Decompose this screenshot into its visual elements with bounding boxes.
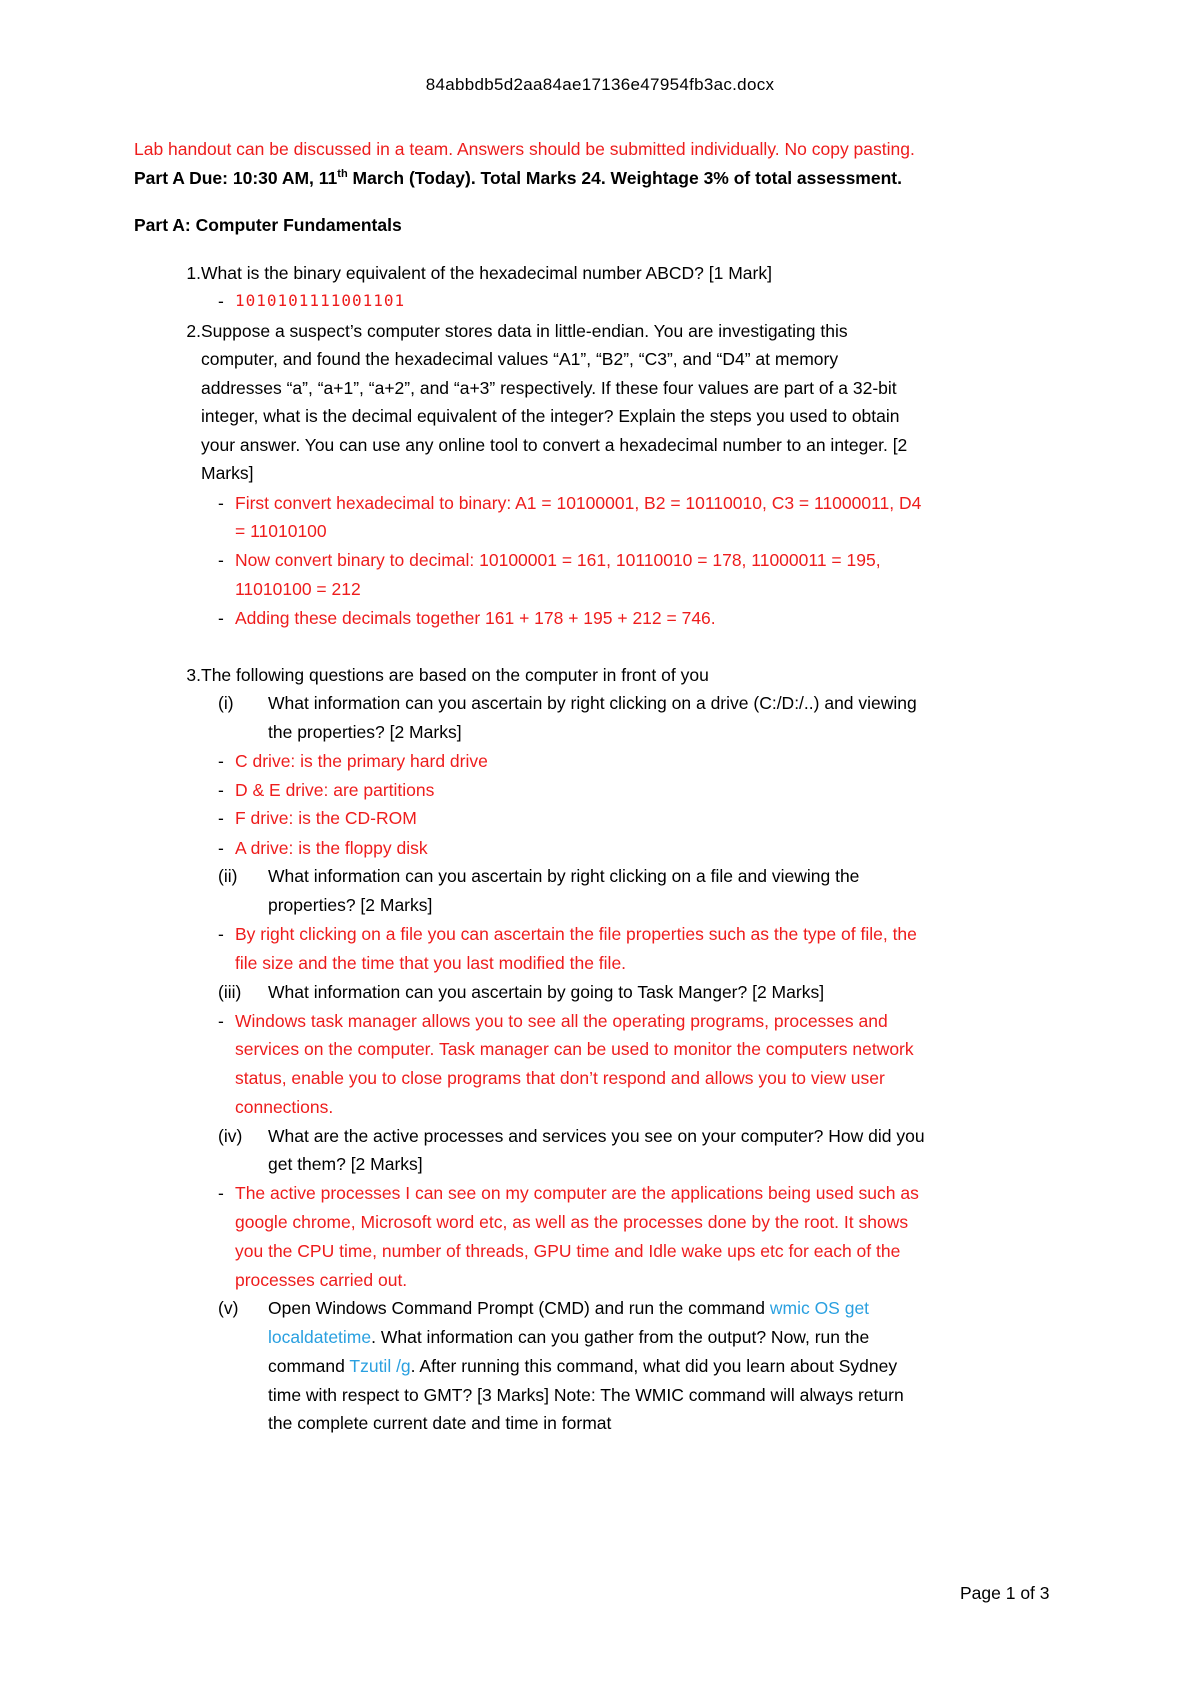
answer-text-line: connections. [235,1097,334,1117]
answer-dash: - [218,1011,224,1031]
answer-dash: - [218,924,224,944]
answer-dash: - [218,291,224,311]
answer-text-line: you the CPU time, number of threads, GPU time and Idle wake ups etc for each of the [235,1241,901,1261]
answer-text-line: services on the computer. Task manager can be used to monitor the computers network [235,1039,914,1059]
sub-question-text: . What information can you gather from the output? Now, run the [371,1327,870,1347]
document-filename: 84abbdb5d2aa84ae17136e47954fb3ac.docx [425,75,775,94]
answer-dash: - [218,838,224,858]
answer-text-line: The active processes I can see on my computer are the applications being used such as [235,1183,919,1203]
answer-text-line: Now convert binary to decimal: 10100001 = 161, 10110010 = 178, 11000011 = 195, [235,550,881,570]
question-number: 3. [186,665,201,685]
sub-question-text-line [268,1326,869,1348]
answer-text-line: google chrome, Microsoft word etc, as well as the processes done by the root. It shows [235,1212,909,1232]
sub-question-label: (i) [218,693,234,713]
question-text: The following questions are based on the computer in front of you [201,665,709,685]
question-text-line: integer, what is the decimal equivalent of the integer? Explain the steps you used to obtain [201,406,900,426]
answer-dash: - [218,808,224,828]
sub-question-text-line: the properties? [2 Marks] [268,722,462,742]
question-text-line: Marks] [201,463,254,483]
answer-dash: - [218,751,224,771]
command-text: localdatetime [268,1327,372,1347]
answer-dash: - [218,550,224,570]
question-number: 1. [186,263,201,283]
sub-question-text-line: get them? [2 Marks] [268,1154,423,1174]
section-title: Part A: Computer Fundamentals [134,215,402,235]
due-line [134,167,902,189]
sub-question-text-line: What information can you ascertain by right clicking on a drive (C:/D:/..) and viewing [268,693,917,713]
answer-text-line: 11010100 = 212 [235,579,361,599]
sub-question-text-line: properties? [2 Marks] [268,895,433,915]
answer-text-line: status, enable you to close programs that don’t respond and allows you to view user [235,1068,885,1088]
question-text: What is the binary equivalent of the hexadecimal number ABCD? [1 Mark] [201,263,772,283]
due-text: Part A Due: 10:30 AM, 11 [134,168,338,188]
due-superscript: th [337,168,348,181]
command-text: Tzutil /g [349,1356,411,1376]
answer-dash: - [218,608,224,628]
sub-question-text-line: time with respect to GMT? [3 Marks] Note: The WMIC command will always return [268,1385,904,1405]
sub-question-text: . After running this command, what did you learn about Sydney [410,1356,898,1376]
answer-dash: - [218,780,224,800]
sub-question-label: (v) [218,1298,239,1318]
due-text-rest: March (Today). Total Marks 24. Weightage 3% of total assessment. [347,168,902,188]
command-text: wmic OS get [769,1298,870,1318]
notice-text: Lab handout can be discussed in a team. Answers should be submitted individually. No copy pasting. [134,139,915,159]
answer-text-line: First convert hexadecimal to binary: A1 = 10100001, B2 = 10110010, C3 = 11000011, D4 [235,493,922,513]
question-text-line: computer, and found the hexadecimal values “A1”, “B2”, “C3”, and “D4” at memory [201,349,839,369]
sub-question-text-line: What are the active processes and services you see on your computer? How did you [268,1126,925,1146]
answer-text-line: processes carried out. [235,1270,408,1290]
sub-question-text-line: What information can you ascertain by right clicking on a file and viewing the [268,866,860,886]
answer-text-line: A drive: is the floppy disk [235,838,428,858]
sub-question-text-line: What information can you ascertain by going to Task Manger? [2 Marks] [268,982,825,1002]
answer-text-line: Adding these decimals together 161 + 178 + 195 + 212 = 746. [235,608,716,628]
question-text-line: Suppose a suspect’s computer stores data in little-endian. You are investigating this [201,321,848,341]
answer-text-line: Windows task manager allows you to see all the operating programs, processes and [235,1011,888,1031]
answer-text-line: C drive: is the primary hard drive [235,751,488,771]
answer-text-line: F drive: is the CD-ROM [235,808,417,828]
question-text-line: addresses “a”, “a+1”, “a+2”, and “a+3” respectively. If these four values are part of a 32-bit [201,378,897,398]
sub-question-text: Open Windows Command Prompt (CMD) and run the command [268,1298,770,1318]
sub-question-label: (iii) [218,982,242,1002]
answer-text-line: = 11010100 [235,521,327,541]
sub-question-text-line [268,1297,869,1319]
sub-question-text: command [268,1356,350,1376]
question-number: 2. [186,321,201,341]
sub-question-label: (iv) [218,1126,243,1146]
answer-text: 1010101111001101 [235,291,406,310]
answer-text-line: D & E drive: are partitions [235,780,435,800]
sub-question-label: (ii) [218,866,238,886]
page-number: Page 1 of 3 [960,1583,1050,1603]
answer-text-line: file size and the time that you last modified the file. [235,953,627,973]
answer-text-line: By right clicking on a file you can ascertain the file properties such as the type of file, the [235,924,917,944]
sub-question-text-line [268,1355,897,1377]
answer-dash: - [218,493,224,513]
sub-question-text-line: the complete current date and time in format [268,1413,612,1433]
question-text-line: your answer. You can use any online tool to convert a hexadecimal number to an integer. [2 [201,435,908,455]
answer-dash: - [218,1183,224,1203]
